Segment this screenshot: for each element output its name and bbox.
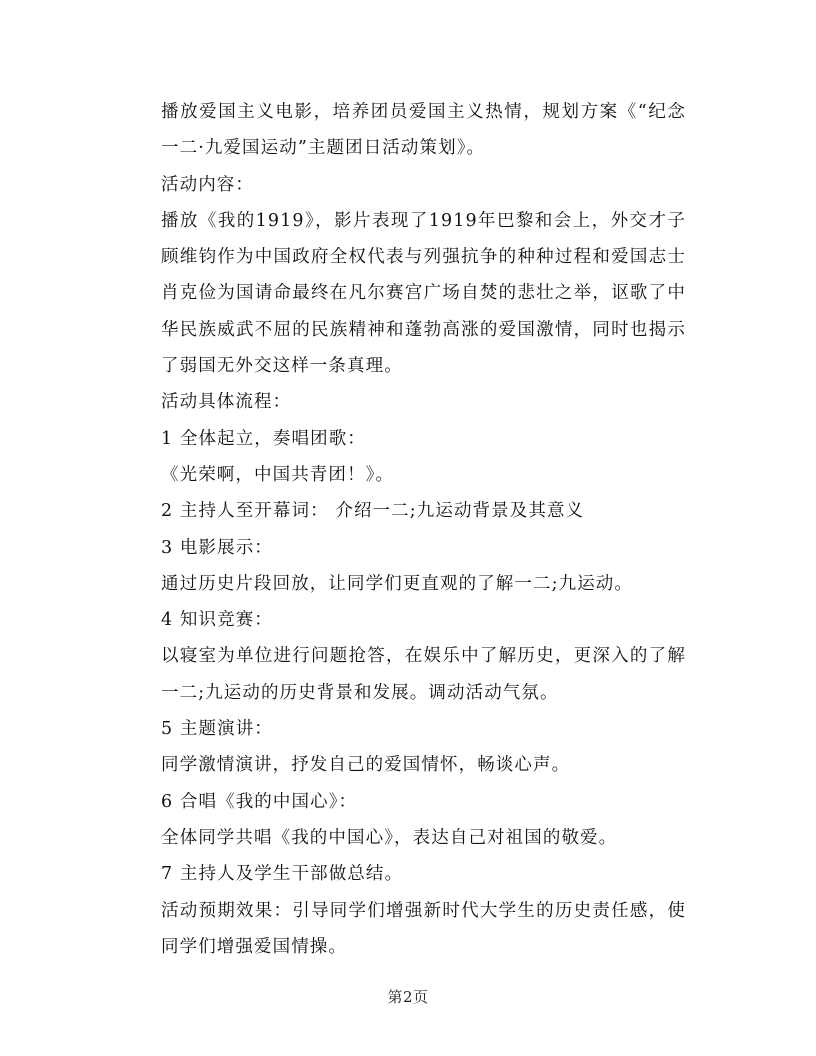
paragraph-step-3-detail: 通过历史片段回放，让同学们更直观的了解一二;九运动。 [161,573,633,594]
paragraph-expected-effect: 活动预期效果：引导同学们增强新时代大学生的历史责任感，使同学们增强爱国情操。 [161,900,686,957]
paragraph-step-5-detail: 同学激情演讲，抒发自己的爱国情怀，畅谈心声。 [161,755,571,776]
paragraph-process-heading: 活动具体流程： [161,392,292,413]
paragraph-step-2: 2 主持人至开幕词： 介绍一二;九运动背景及其意义 [161,501,585,522]
paragraph-activity-content-heading: 活动内容： [161,174,254,195]
page-number: 第2页 [387,988,429,1006]
document-body [161,94,686,965]
paragraph-step-3: 3 电影展示： [161,537,273,558]
paragraph-intro: 播放爱国主义电影，培养团员爱国主义热情，规划方案《“纪念一二·九爱国运动”主题团日活动策划》。 [161,102,686,159]
paragraph-step-4-detail: 以寝室为单位进行问题抢答，在娱乐中了解历史，更深入的了解一二;九运动的历史背景和发展。调动活动气氛。 [161,646,686,703]
paragraph-step-7: 7 主持人及学生干部做总结。 [161,864,404,885]
page-footer [0,986,816,1007]
paragraph-step-6-detail: 全体同学共唱《我的中国心》，表达自己对祖国的敬爱。 [161,827,618,848]
paragraph-step-6: 6 合唱《我的中国心》： [161,791,358,812]
paragraph-activity-content: 播放《我的1919》，影片表现了1919年巴黎和会上，外交才子顾维钧作为中国政府全权代表与列强抗争的种种过程和爱国志士肖克俭为国请命最终在凡尔赛宫广场自焚的悲壮之举，讴歌了中华民族威武不屈的民族精神和蓬勃高涨的爱国激情，同时也揭示了弱国无外交这样一条真理。 [161,210,686,377]
paragraph-step-4: 4 知识竞赛： [161,610,273,631]
paragraph-step-5: 5 主题演讲： [161,719,273,740]
paragraph-step-1-detail: 《光荣啊，中国共青团！》。 [161,464,395,485]
paragraph-step-1: 1 全体起立，奏唱团歌： [161,428,366,449]
